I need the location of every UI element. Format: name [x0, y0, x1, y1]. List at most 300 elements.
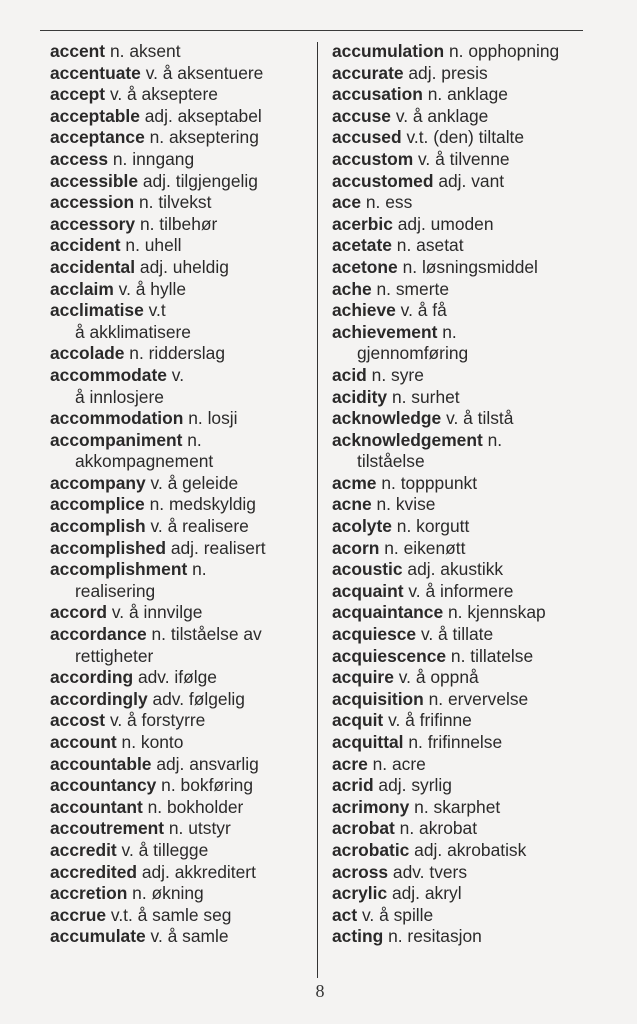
part-of-speech: adj. [391, 883, 421, 904]
part-of-speech: n. [161, 775, 176, 796]
headword: accredited [50, 861, 137, 882]
part-of-speech: n. [388, 926, 403, 947]
part-of-speech: n. [192, 559, 207, 580]
translation: å få [417, 300, 447, 321]
dictionary-entry [50, 84, 312, 106]
part-of-speech: v. [109, 84, 123, 105]
headword: acquisition [332, 688, 424, 709]
dictionary-entry [50, 343, 312, 365]
part-of-speech: n. [112, 148, 128, 169]
translation: ess [385, 192, 413, 213]
dictionary-entry [50, 926, 312, 948]
dictionary-entry [332, 106, 602, 128]
dictionary-entry [50, 214, 312, 236]
dictionary-entry [50, 797, 312, 819]
headword: acclimatise [50, 300, 144, 321]
translation: skarphet [433, 796, 501, 817]
part-of-speech: n. [399, 818, 415, 839]
translation: å forstyrre [127, 710, 206, 731]
part-of-speech: n. [376, 494, 391, 515]
headword: accompaniment [50, 429, 183, 450]
headword: accordingly [50, 688, 148, 709]
dictionary-entry [332, 430, 602, 473]
part-of-speech: adj. [407, 559, 436, 580]
headword: achievement [332, 321, 438, 342]
headword: accomplish [50, 516, 146, 537]
part-of-speech: n. [138, 192, 154, 213]
dictionary-entry [332, 538, 602, 560]
part-of-speech: n. [442, 321, 457, 342]
headword: accession [50, 192, 135, 213]
translation: kvise [395, 494, 436, 515]
part-of-speech: v. [150, 926, 163, 947]
translation: å anklage [412, 105, 489, 126]
translation: bokføring [180, 775, 254, 796]
part-of-speech: v. [408, 580, 421, 601]
dictionary-entry [332, 646, 602, 668]
translation: presis [441, 62, 488, 83]
part-of-speech: v. [111, 602, 125, 623]
dictionary-entry [50, 667, 312, 689]
headword: acquaint [332, 580, 404, 601]
dictionary-entry [332, 624, 602, 646]
part-of-speech: n. [132, 883, 147, 904]
headword: acclaim [50, 278, 114, 299]
dictionary-entry [50, 41, 312, 63]
dictionary-entry [50, 430, 312, 473]
headword: acquire [332, 667, 394, 688]
headword: accountant [50, 796, 143, 817]
part-of-speech: n. [428, 688, 444, 709]
dictionary-entry [332, 494, 602, 516]
part-of-speech: v. [150, 472, 163, 493]
translation: tilvekst [158, 192, 212, 213]
part-of-speech: n. [448, 41, 464, 61]
dictionary-entry [50, 127, 312, 149]
part-of-speech: v. [145, 62, 158, 83]
translation: økning [151, 883, 204, 904]
dictionary-entry [332, 127, 602, 149]
part-of-speech: v.t. [406, 127, 429, 148]
dictionary-entry [50, 602, 312, 624]
headword: accredit [50, 839, 117, 860]
headword: accord [50, 602, 108, 623]
part-of-speech: n. [187, 429, 202, 450]
translation: bokholder [166, 796, 244, 817]
translation: akseptabel [177, 105, 262, 126]
part-of-speech: n. [129, 343, 144, 364]
dictionary-entry [50, 710, 312, 732]
translation: å realisere [167, 516, 249, 537]
translation: tvers [429, 861, 468, 882]
dictionary-entry [332, 473, 602, 495]
part-of-speech: n. [151, 624, 167, 645]
dictionary-entry [50, 538, 312, 560]
part-of-speech: v. [395, 105, 409, 126]
headword: accident [50, 235, 121, 256]
headword: accompany [50, 472, 146, 493]
left-column [50, 41, 312, 948]
dictionary-entry [50, 257, 312, 279]
part-of-speech: adv. [152, 688, 185, 709]
translation-continuation: tilståelse [357, 451, 425, 472]
headword: accommodate [50, 364, 167, 385]
headword: acquiesce [332, 624, 417, 645]
part-of-speech: n. [402, 256, 418, 277]
headword: acidity [332, 386, 388, 407]
part-of-speech: adj. [156, 753, 185, 774]
translation: løsningsmiddel [421, 256, 538, 277]
dictionary-entry [332, 667, 602, 689]
headword: accidental [50, 256, 136, 277]
translation: realisert [203, 537, 266, 558]
part-of-speech: n. [109, 41, 125, 61]
part-of-speech: n. [396, 235, 412, 256]
dictionary-entry [332, 408, 602, 430]
dictionary-entry [332, 322, 602, 365]
headword: accustomed [332, 170, 434, 191]
part-of-speech: v. [171, 364, 185, 385]
translation: resitasjon [407, 926, 482, 947]
dictionary-entry [332, 559, 602, 581]
headword: accost [50, 710, 106, 731]
headword: accent [50, 41, 106, 61]
headword: accomplished [50, 537, 166, 558]
headword: acre [332, 753, 368, 774]
headword: acknowledge [332, 408, 442, 429]
part-of-speech: n. [139, 213, 155, 234]
translation: tilståelse av [170, 624, 262, 645]
headword: acne [332, 494, 372, 515]
headword: accept [50, 84, 106, 105]
headword: acme [332, 472, 377, 493]
translation: losji [207, 408, 238, 429]
translation: konto [140, 732, 184, 752]
part-of-speech: v. [388, 710, 401, 731]
translation: ridderslag [148, 343, 226, 364]
dictionary-entry [50, 494, 312, 516]
translation: tilgjengelig [175, 170, 258, 191]
dictionary-entry [332, 84, 602, 106]
part-of-speech: adj. [142, 170, 171, 191]
translation: uheldig [172, 256, 229, 277]
dictionary-entry [332, 41, 602, 63]
translation: å frifinne [405, 710, 472, 731]
part-of-speech: adj. [414, 839, 443, 860]
dictionary-entry [332, 279, 602, 301]
translation-continuation: realisering [75, 580, 156, 601]
dictionary-entry [332, 905, 602, 927]
translation: tilbehør [159, 213, 218, 234]
translation: ansvarlig [189, 753, 259, 774]
headword: accurate [332, 62, 404, 83]
translation: å informere [425, 580, 514, 601]
translation: asetat [416, 235, 464, 256]
dictionary-entry [50, 624, 312, 667]
dictionary-entry [50, 883, 312, 905]
headword: ace [332, 192, 362, 213]
part-of-speech: adj. [139, 256, 168, 277]
part-of-speech: n. [448, 602, 463, 623]
part-of-speech: v. [121, 839, 134, 860]
part-of-speech: v.t [148, 300, 166, 321]
dictionary-entry [50, 559, 312, 602]
part-of-speech: n. [365, 192, 381, 213]
translation: opphopning [468, 41, 560, 61]
headword: accessory [50, 213, 136, 234]
part-of-speech: n. [168, 818, 184, 839]
part-of-speech: n. [149, 494, 165, 515]
headword: acquit [332, 710, 384, 731]
translation-continuation: akkompagnement [75, 451, 214, 472]
headword: accusation [332, 84, 423, 105]
translation: å innvilge [128, 602, 203, 623]
part-of-speech: v. [400, 300, 413, 321]
dictionary-entry [332, 214, 602, 236]
part-of-speech: n. [408, 732, 423, 752]
translation: å tillegge [138, 839, 209, 860]
translation: kjennskap [467, 602, 546, 623]
translation: syre [391, 364, 424, 385]
translation-continuation: å innlosjere [75, 386, 164, 407]
dictionary-entry [50, 408, 312, 430]
translation: umoden [430, 213, 494, 234]
part-of-speech: v. [118, 278, 131, 299]
dictionary-entry [332, 732, 602, 754]
part-of-speech: v. [361, 904, 375, 925]
dictionary-entry [332, 862, 602, 884]
headword: acrylic [332, 883, 388, 904]
dictionary-entry [50, 862, 312, 884]
headword: accessible [50, 170, 138, 191]
translation: å aksentuere [162, 62, 264, 83]
dictionary-entry [50, 279, 312, 301]
dictionary-entry [50, 840, 312, 862]
part-of-speech: v. [446, 408, 459, 429]
part-of-speech: adj. [438, 170, 467, 191]
dictionary-entry [332, 149, 602, 171]
translation: å spille [379, 904, 434, 925]
translation: akrobat [419, 818, 478, 839]
dictionary-entry [50, 171, 312, 193]
part-of-speech: n. [427, 84, 443, 105]
headword: acting [332, 926, 384, 947]
translation: akustikk [440, 559, 504, 580]
headword: acetate [332, 235, 392, 256]
dictionary-entry [332, 581, 602, 603]
dictionary-entry [332, 235, 602, 257]
headword: accommodation [50, 408, 184, 429]
part-of-speech: v. [150, 516, 163, 537]
dictionary-entry [332, 171, 602, 193]
header-rule [40, 30, 583, 31]
headword: accomplishment [50, 559, 188, 580]
dictionary-entry [50, 754, 312, 776]
translation: akrobatisk [447, 839, 527, 860]
part-of-speech: adv. [392, 861, 425, 882]
part-of-speech: n. [414, 796, 429, 817]
headword: acolyte [332, 516, 392, 537]
headword: accumulate [50, 926, 146, 947]
dictionary-entry [50, 300, 312, 343]
translation: akseptering [168, 127, 259, 148]
headword: accountancy [50, 775, 157, 796]
translation-continuation: å akklimatisere [75, 321, 191, 342]
headword: according [50, 667, 134, 688]
dictionary-entry [50, 516, 312, 538]
dictionary-entry [332, 775, 602, 797]
part-of-speech: adj. [144, 105, 173, 126]
headword: across [332, 861, 389, 882]
part-of-speech: n. [121, 732, 137, 752]
translation: å tillate [438, 624, 494, 645]
headword: acquaintance [332, 602, 444, 623]
dictionary-entry [50, 732, 312, 754]
headword: acorn [332, 537, 380, 558]
translation: uhell [144, 235, 182, 256]
headword: acrimony [332, 796, 410, 817]
headword: act [332, 904, 358, 925]
translation: medskyldig [168, 494, 256, 515]
headword: acquittal [332, 732, 404, 752]
column-divider [317, 42, 318, 978]
dictionary-entry [332, 300, 602, 322]
dictionary-entry [50, 818, 312, 840]
part-of-speech: adj. [408, 62, 437, 83]
translation: følgelig [188, 688, 245, 709]
translation: utstyr [188, 818, 231, 839]
translation-continuation: gjennomføring [357, 343, 469, 364]
part-of-speech: adj. [378, 775, 407, 796]
translation: å tilvenne [435, 148, 510, 169]
headword: acceptance [50, 127, 145, 148]
dictionary-entry [332, 754, 602, 776]
part-of-speech: v. [418, 148, 431, 169]
headword: achieve [332, 300, 396, 321]
headword: account [50, 732, 117, 752]
dictionary-entry [332, 797, 602, 819]
headword: acerbic [332, 213, 393, 234]
headword: access [50, 148, 109, 169]
translation: aksent [129, 41, 181, 61]
headword: acrobat [332, 818, 395, 839]
part-of-speech: n. [391, 386, 407, 407]
translation: akkreditert [174, 861, 256, 882]
headword: acquiescence [332, 645, 447, 666]
headword: accretion [50, 883, 128, 904]
translation: å samle seg [137, 904, 232, 925]
dictionary-entry [332, 926, 602, 948]
page-number: 8 [315, 981, 325, 1001]
dictionary-entry [50, 365, 312, 408]
translation: eikenøtt [403, 537, 466, 558]
dictionary-entry [332, 63, 602, 85]
part-of-speech: n. [384, 537, 399, 558]
part-of-speech: n. [381, 472, 396, 493]
translation: å hylle [135, 278, 187, 299]
headword: accomplice [50, 494, 145, 515]
part-of-speech: n. [188, 408, 203, 429]
part-of-speech: adj. [397, 213, 426, 234]
translation: å tilstå [463, 408, 514, 429]
headword: accolade [50, 343, 125, 364]
translation: akryl [424, 883, 462, 904]
right-column [332, 41, 602, 948]
headword: accumulation [332, 41, 445, 61]
part-of-speech: n. [372, 753, 388, 774]
headword: accuse [332, 105, 391, 126]
part-of-speech: n. [371, 364, 387, 385]
dictionary-entry [332, 365, 602, 387]
part-of-speech: v. [109, 710, 123, 731]
headword: accustom [332, 148, 414, 169]
part-of-speech: adv. [137, 667, 170, 688]
part-of-speech: adj. [141, 861, 170, 882]
dictionary-entry [332, 689, 602, 711]
translation: topppunkt [400, 472, 478, 493]
dictionary-entry [332, 257, 602, 279]
translation: korgutt [416, 516, 470, 537]
translation: (den) tiltalte [433, 127, 525, 148]
translation: anklage [447, 84, 508, 105]
dictionary-entry [332, 192, 602, 214]
dictionary-entry [332, 387, 602, 409]
translation: vant [471, 170, 505, 191]
part-of-speech: v. [398, 667, 411, 688]
part-of-speech: adj. [170, 537, 199, 558]
headword: acid [332, 364, 367, 385]
translation: syrlig [411, 775, 452, 796]
dictionary-entry [50, 192, 312, 214]
part-of-speech: n. [149, 127, 165, 148]
headword: acrid [332, 775, 374, 796]
dictionary-entry [50, 63, 312, 85]
translation: ervervelse [448, 688, 529, 709]
headword: acetone [332, 256, 398, 277]
translation: surhet [411, 386, 460, 407]
dictionary-entry [332, 710, 602, 732]
headword: accoutrement [50, 818, 165, 839]
headword: accordance [50, 624, 147, 645]
translation-continuation: rettigheter [75, 645, 154, 666]
dictionary-entry [50, 775, 312, 797]
dictionary-entry [50, 106, 312, 128]
part-of-speech: v. [420, 624, 434, 645]
part-of-speech: n. [376, 278, 391, 299]
translation: smerte [395, 278, 449, 299]
part-of-speech: n. [125, 235, 140, 256]
translation: å geleide [167, 472, 239, 493]
headword: accentuate [50, 62, 141, 83]
headword: acknowledgement [332, 429, 483, 450]
headword: ache [332, 278, 372, 299]
translation: ifølge [174, 667, 217, 688]
part-of-speech: n. [450, 645, 466, 666]
dictionary-entry [50, 235, 312, 257]
dictionary-entry [332, 818, 602, 840]
translation: å samle [167, 926, 229, 947]
dictionary-entry [332, 516, 602, 538]
part-of-speech: n. [147, 796, 163, 817]
headword: acrobatic [332, 839, 410, 860]
headword: accrue [50, 904, 107, 925]
part-of-speech: n. [396, 516, 412, 537]
headword: accused [332, 127, 402, 148]
translation: acre [392, 753, 426, 774]
part-of-speech: v.t. [110, 904, 133, 925]
dictionary-entry [332, 840, 602, 862]
translation: å akseptere [127, 84, 218, 105]
